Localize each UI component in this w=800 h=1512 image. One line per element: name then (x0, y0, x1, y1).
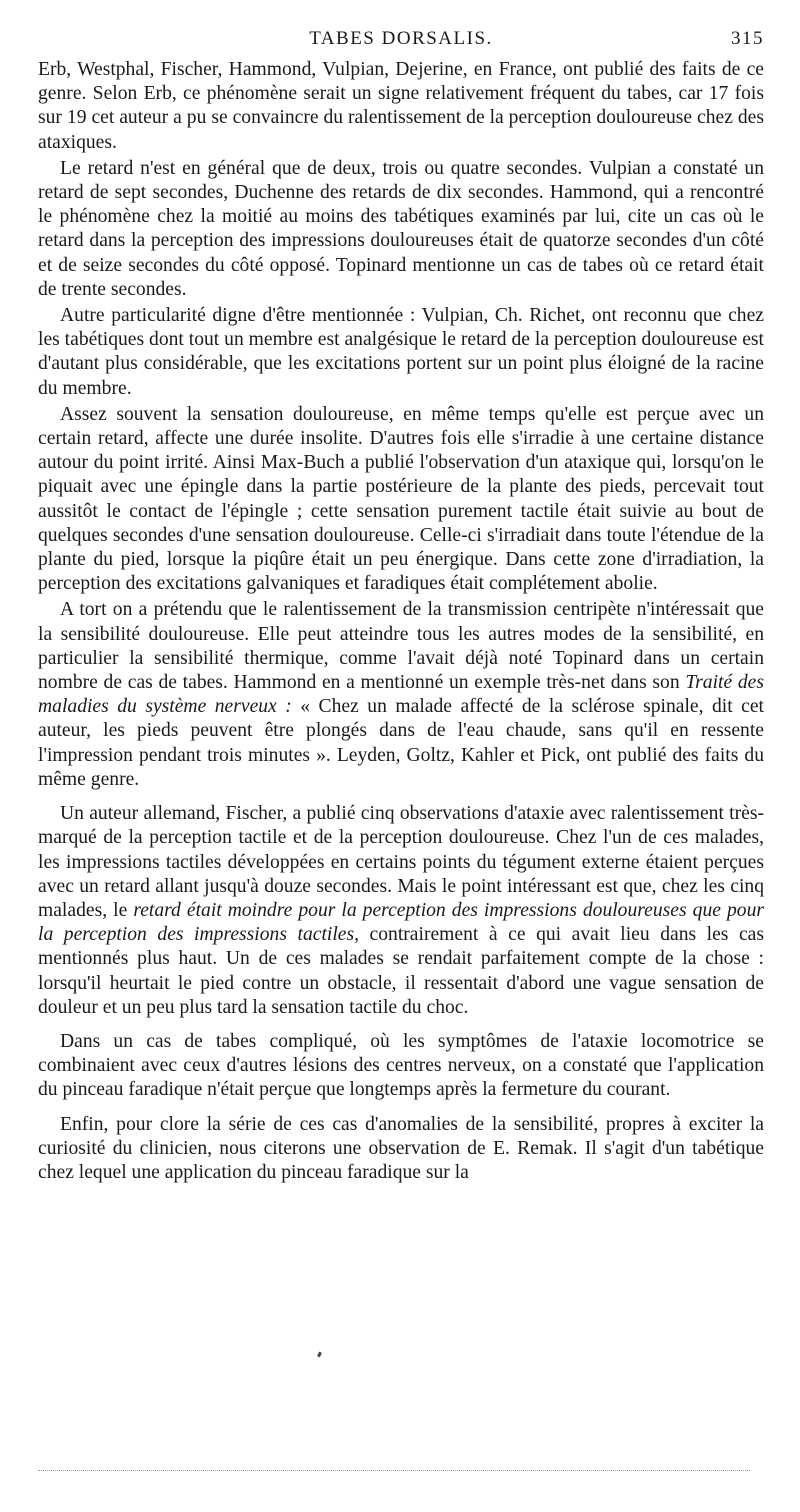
paragraph-5 (38, 598, 764, 792)
paragraph-1: Erb, Westphal, Fischer, Hammond, Vulpian, Dejerine, en France, ont publié des faits de ce genre. Selon Erb, ce phénomène serait un signe relativement fréquent du tabes, car 17 fois sur 19 cet auteur a pu se convaincre du ralentissement de la perception douloureuse chez des ataxiques. (38, 59, 764, 153)
running-title: TABES DORSALIS. (309, 28, 493, 49)
paragraph-6-text-before: Un auteur allemand, Fischer, a publié cinq observations d'ataxie avec ralentissement très-marqué de la perception tactile et de la perception douloureuse. Chez l'un de ces malades, les impressions tactiles développées en certains points du tégument externe étaient perçues avec un retard allant jusqu'à douze secondes. Mais le point intéressant est que, chez les cinq malades, le (38, 803, 764, 921)
paragraph-5-book-title: Traité des maladies du système nerveux : (38, 672, 765, 718)
paragraph-5-text-after: « Chez un malade affecté de la sclérose spinale, dit cet auteur, les pieds peuvent être plongés dans de l'eau chaude, sans qu'il en ressente l'impression pendant trois minutes ». Leyden, Goltz, Kahler et Pick, ont publié des faits du même genre. (38, 696, 764, 790)
bottom-scan-artifact-rule (38, 1470, 750, 1471)
paragraph-4: Assez souvent la sensation douloureuse, en même temps qu'elle est perçue avec un certain retard, affecte une durée insolite. D'autres fois elle s'irradie à une certaine distance autour du point irrité. Ainsi Max-Buch a publié l'observation d'un ataxique qui, lorsqu'on le piquait avec une épingle dans la partie postérieure de la plante des pieds, percevait tout aussitôt le contact de l'épingle ; cette sensation purement tactile était suivie au bout de quelques secondes d'une sensation douloureuse. Celle-ci s'irradiait dans toute l'étendue de la plante du pied, lorsque la piqûre était un peu énergique. Dans cette zone d'irradiation, la perception des excitations galvaniques et faradiques était complétement abolie. (38, 403, 764, 595)
paragraph-3: Autre particularité digne d'être mentionnée : Vulpian, Ch. Richet, ont reconnu que chez les tabétiques dont tout un membre est analgésique le retard de la perception douloureuse est d'autant plus considérable, que les excitations portent sur un point plus éloigné de la racine du membre. (38, 305, 764, 399)
paragraph-6-text-after: contrairement à ce qui avait lieu dans les cas mentionnés plus haut. Un de ces malades se rendait parfaitement compte de la chose : lorsqu'il heurtait le pied contre un obstacle, il ressentait d'abord une vague sensation de douleur et un peu plus tard la sensation tactile du choc. (38, 924, 765, 1018)
running-header (38, 28, 764, 58)
paragraph-6 (38, 802, 764, 1020)
paragraph-7: Dans un cas de tabes compliqué, où les symptômes de l'ataxie locomotrice se combinaient avec ceux d'autres lésions des centres nerveux, on a constaté que l'application du pinceau faradique n'était perçue que longtemps après la fermeture du courant. (38, 1030, 764, 1101)
ink-speck (317, 1352, 322, 1358)
paragraph-5-text-before: A tort on a prétendu que le ralentissement de la transmission centripète n'intéressait que la sensibilité douloureuse. Elle peut atteindre tous les autres modes de la sensibilité, en particulier la sensibilité thermique, comme l'avait déjà noté Topinard dans un certain nombre de cas de tabes. Hammond en a mentionné un exemple très-net dans son (38, 599, 764, 694)
paragraph-6-emphasis: retard était moindre pour la perception des impressions douloureuses que pour la perception des impressions tactiles, (38, 899, 764, 946)
book-page (38, 28, 764, 1185)
page-number: 315 (731, 28, 764, 49)
paragraph-8: Enfin, pour clore la série de ces cas d'anomalies de la sensibilité, propres à exciter la curiosité du clinicien, nous citerons une observation de E. Remak. Il s'agit d'un tabétique chez lequel une application du pinceau faradique sur la (38, 1113, 764, 1183)
paragraph-2: Le retard n'est en général que de deux, trois ou quatre secondes. Vulpian a constaté un retard de sept secondes, Duchenne des retards de dix secondes. Hammond, qui a rencontré le phénomène chez la moitié au moins des tabétiques examinés par lui, cite un cas où le retard dans la perception des impressions douloureuses était de quatorze secondes d'un côté et de seize secondes du côté opposé. Topinard mentionne un cas de tabes où ce retard était de trente secondes. (38, 157, 764, 300)
